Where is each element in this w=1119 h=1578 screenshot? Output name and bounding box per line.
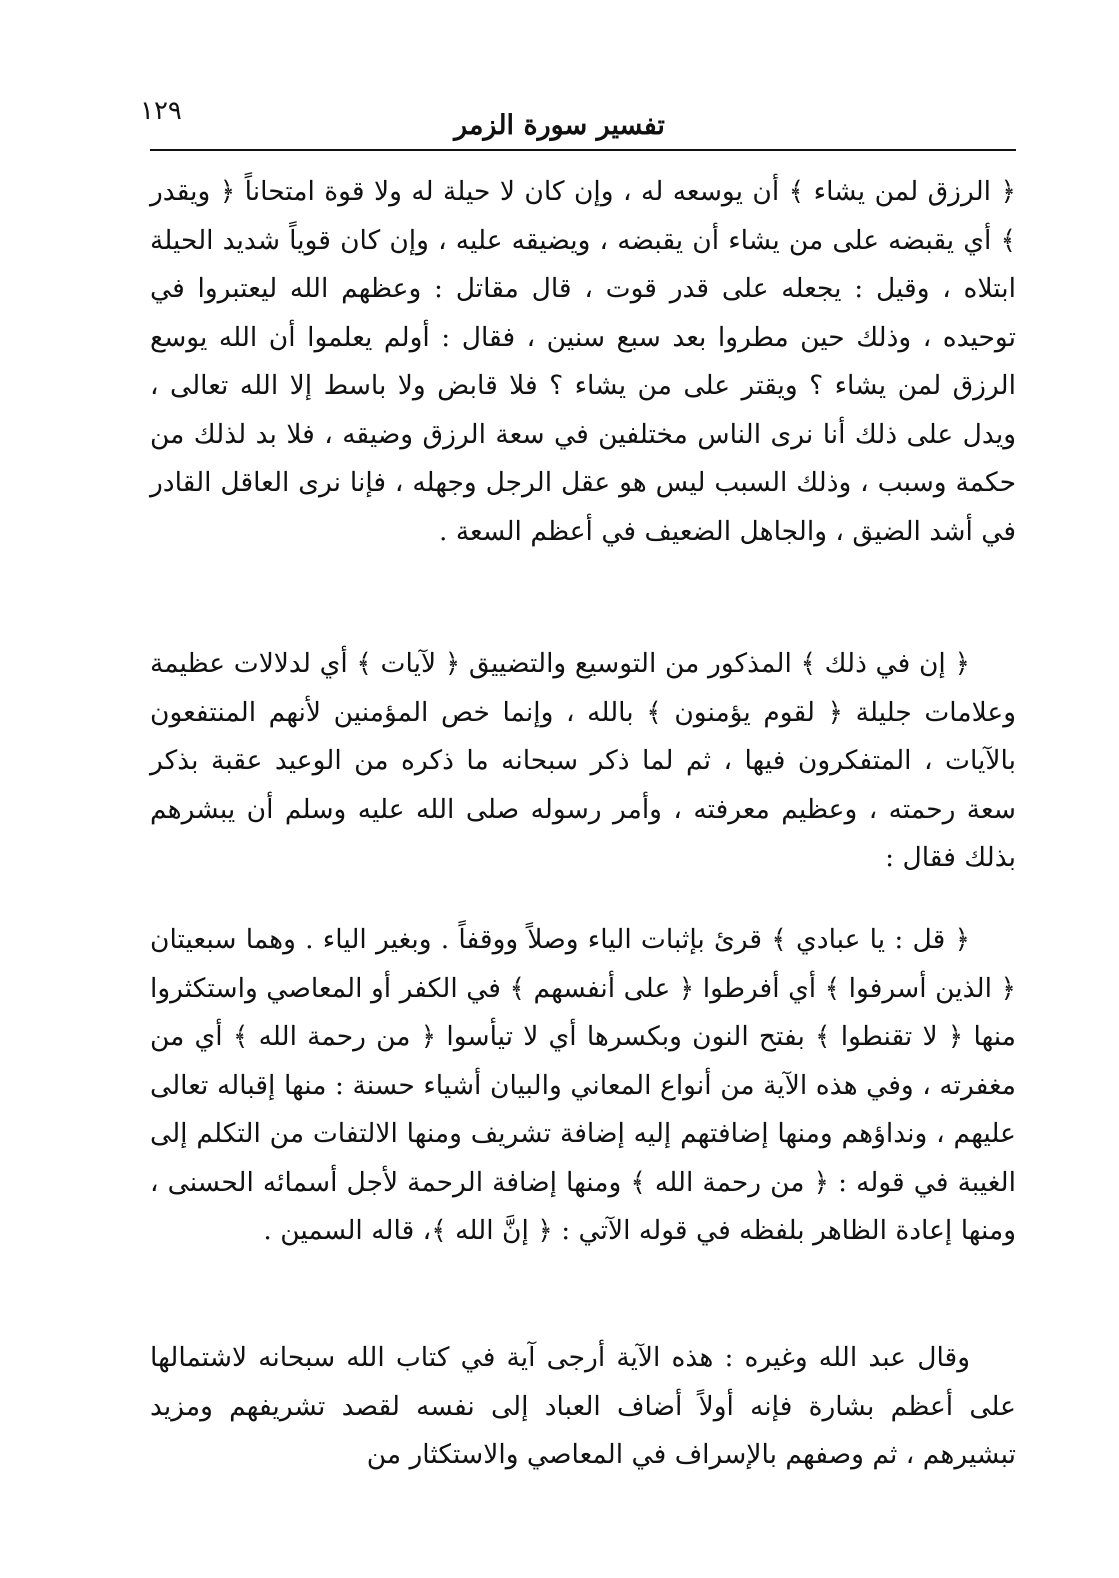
paragraph-4 — [150, 1334, 1016, 1480]
header-rule — [150, 149, 1016, 151]
paragraph-text: وقال عبد الله وغيره : هذه الآية أرجى آية في كتاب الله سبحانه لاشتمالها على أعظم بشارة فإنه أولاً أضاف العباد إلى نفسه لقصد تشريفهم ومزيد تبشيرهم ، ثم وصفهم بالإسراف في المعاصي والاستكثار من — [150, 1342, 1016, 1470]
paragraph-3 — [150, 916, 1016, 1256]
running-title: تفسير سورة الزمر — [454, 110, 665, 141]
paragraph-text: ﴿ الرزق لمن يشاء ﴾ أن يوسعه له ، وإن كان لا حيلة له ولا قوة امتحاناً ﴿ ويقدر ﴾ أي يقبضه على من يشاء أن يقبضه ، ويضيقه عليه ، وإن كان قوياً شديد الحيلة ابتلاه ، وقيل : يجعله على قدر قوت ، قال مقاتل : وعظهم الله ليعتبروا في توحيده ، وذلك حين مطروا بعد سبع سنين ، فقال : أولم يعلموا أن الله يوسع الرزق لمن يشاء ؟ ويقتر على من يشاء ؟ فلا قابض ولا باسط إلا الله تعالى ، ويدل على ذلك أنا نرى الناس مختلفين في سعة الرزق وضيقه ، فلا بد لذلك من حكمة وسبب ، وذلك السبب ليس هو عقل الرجل وجهله ، فإنا نرى العاقل القادر في أشد الضيق ، والجاهل الضعيف في أعظم السعة . — [150, 176, 1016, 547]
paragraph-text: ﴿ إن في ذلك ﴾ المذكور من التوسيع والتضييق ﴿ لآيات ﴾ أي لدلالات عظيمة وعلامات جليلة ﴿ لقوم يؤمنون ﴾ بالله ، وإنما خص المؤمنين لأنهم المنتفعون بالآيات ، المتفكرون فيها ، ثم لما ذكر سبحانه ما ذكره من الوعيد عقبة بذكر سعة رحمته ، وعظيم معرفته ، وأمر رسوله صلى الله عليه وسلم أن يبشرهم بذلك فقال : — [150, 648, 1016, 873]
paragraph-2 — [150, 640, 1016, 883]
paragraph-text: ﴿ قل : يا عبادي ﴾ قرئ بإثبات الياء وصلاً ووقفاً . وبغير الياء . وهما سبعيتان ﴿ الذين أسرفوا ﴾ أي أفرطوا ﴿ على أنفسهم ﴾ في الكفر أو المعاصي واستكثروا منها ﴿ لا تقنطوا ﴾ بفتح النون وبكسرها أي لا تيأسوا ﴿ من رحمة الله ﴾ أي من مغفرته ، وفي هذه الآية من أنواع المعاني والبيان أشياء حسنة : منها إقباله تعالى عليهم ، ونداؤهم ومنها إضافتهم إليه إضافة تشريف ومنها الالتفات من التكلم إلى الغيبة في قوله : ﴿ من رحمة الله ﴾ ومنها إضافة الرحمة لأجل أسمائه الحسنى ، ومنها إعادة الظاهر بلفظه في قوله الآتي : ﴿ إنَّ الله ﴾، قاله السمين . — [150, 924, 1016, 1246]
page-number: ١٢٩ — [140, 96, 182, 126]
paragraph-1 — [150, 168, 1016, 556]
